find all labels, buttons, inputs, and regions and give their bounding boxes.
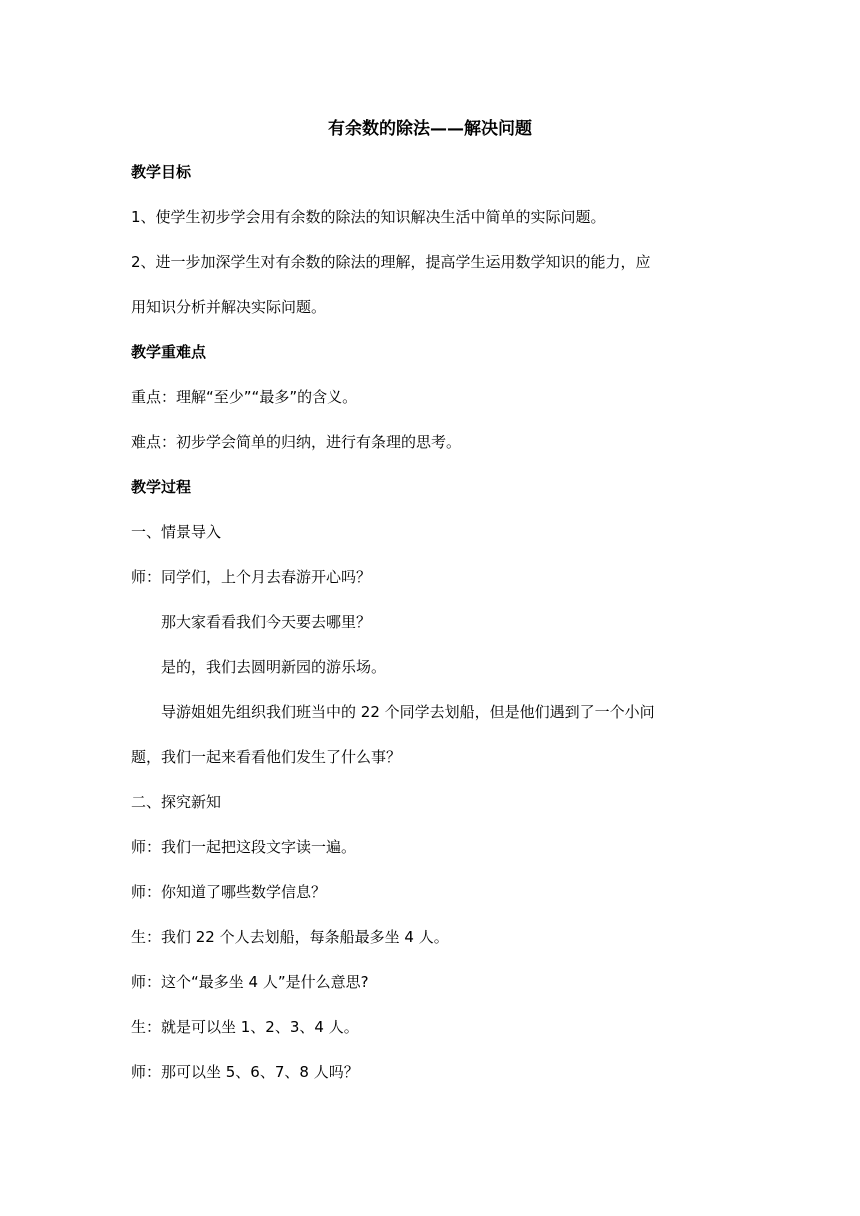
dialogue-line: 题，我们一起来看看他们发生了什么事？	[131, 748, 402, 766]
heading-teaching-process: 教学过程	[131, 478, 192, 496]
section-scenario-intro: 一、情景导入	[131, 523, 222, 541]
difficult-point: 难点：初步学会简单的归纳，进行有条理的思考。	[131, 433, 462, 451]
heading-teaching-goals: 教学目标	[131, 163, 192, 181]
dialogue-line: 师：我们一起把这段文字读一遍。	[131, 838, 357, 856]
dialogue-line: 是的，我们去圆明新园的游乐场。	[161, 658, 387, 676]
dialogue-line: 那大家看看我们今天要去哪里？	[161, 613, 372, 631]
goal-item-1: 1、使学生初步学会用有余数的除法的知识解决生活中简单的实际问题。	[131, 208, 606, 226]
dialogue-line: 师：你知道了哪些数学信息？	[131, 883, 327, 901]
document-title: 有余数的除法——解决问题	[328, 119, 532, 139]
section-explore-new-knowledge: 二、探究新知	[131, 793, 222, 811]
dialogue-line: 导游姐姐先组织我们班当中的 22 个同学去划船，但是他们遇到了一个小问	[161, 703, 655, 721]
dialogue-line: 师：同学们，上个月去春游开心吗？	[131, 568, 372, 586]
dialogue-line: 师：这个“最多坐 4 人”是什么意思?	[131, 973, 369, 991]
goal-item-2-line-2: 用知识分析并解决实际问题。	[131, 298, 327, 316]
dialogue-line: 生：就是可以坐 1、2、3、4 人。	[131, 1018, 359, 1036]
goal-item-2-line-1: 2、进一步加深学生对有余数的除法的理解，提高学生运用数学知识的能力，应	[131, 253, 651, 271]
dialogue-line: 师：那可以坐 5、6、7、8 人吗？	[131, 1063, 359, 1081]
key-point: 重点：理解“至少”“最多”的含义。	[131, 388, 358, 406]
heading-key-difficult-points: 教学重难点	[131, 343, 207, 361]
dialogue-line: 生：我们 22 个人去划船，每条船最多坐 4 人。	[131, 928, 449, 946]
